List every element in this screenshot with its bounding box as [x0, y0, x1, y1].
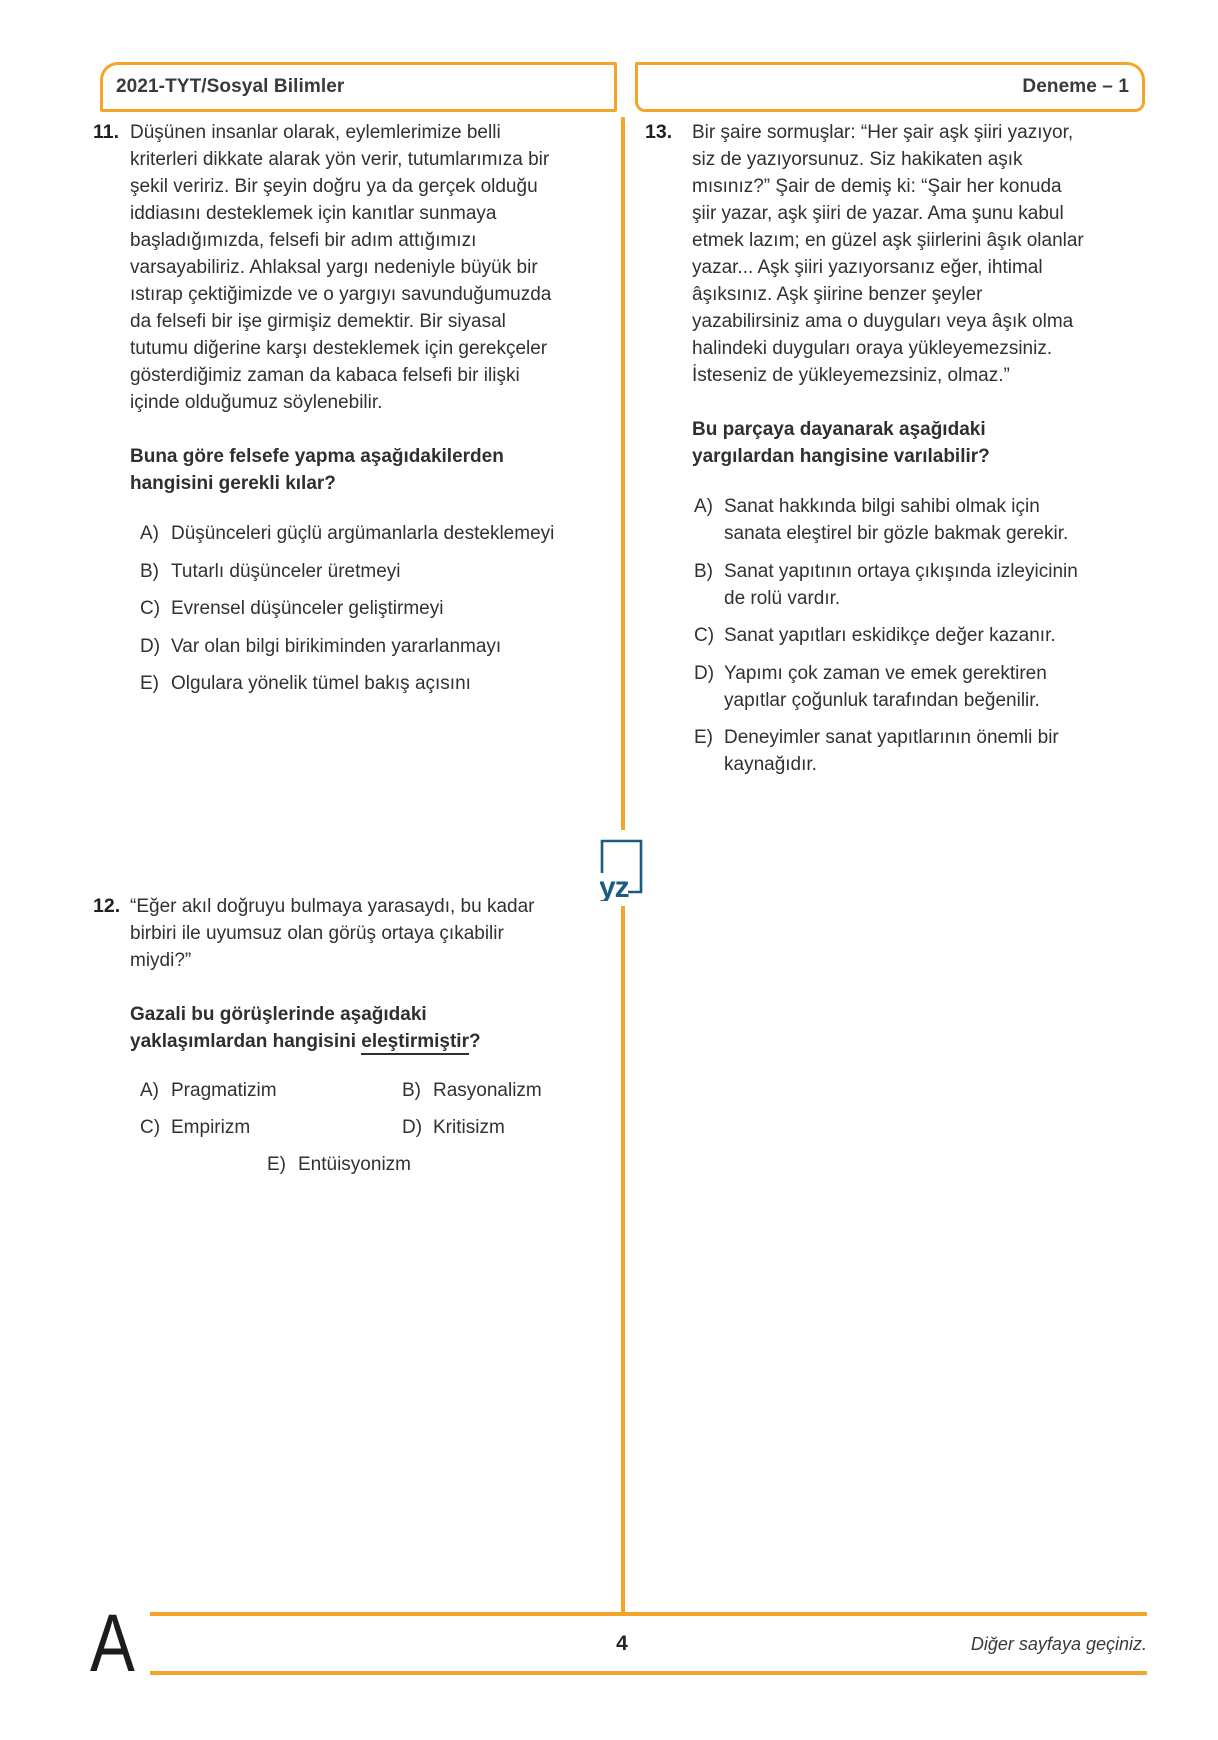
option-row	[694, 622, 1087, 649]
question-12-number: 12.	[93, 895, 121, 917]
option-grid-row	[140, 1114, 555, 1141]
question-13	[645, 119, 1087, 789]
option-grid-row	[140, 1151, 555, 1178]
option-row	[694, 724, 1087, 778]
stem-text: Gazali bu görüşlerinde aşağıdaki yaklaşımlardan hangisini	[130, 1004, 427, 1052]
question-11-options	[140, 520, 555, 697]
option-text: Pragmatizim	[171, 1080, 277, 1101]
option-row	[140, 1077, 402, 1104]
option-text: Empirizm	[171, 1117, 251, 1138]
next-page-note: Diğer sayfaya geçiniz.	[970, 1634, 1147, 1654]
option-letter: C)	[140, 1117, 161, 1138]
option-letter: A)	[140, 523, 159, 544]
page-number: 4	[616, 1632, 628, 1655]
question-13-stem: Bu parçaya dayanarak aşağıdaki yargılardan hangisine varılabilir?	[692, 419, 990, 467]
option-row	[694, 493, 1087, 547]
option-row	[402, 1114, 505, 1141]
option-letter: B)	[140, 560, 159, 582]
option-letter: D)	[140, 635, 161, 657]
option-letter: C)	[694, 625, 715, 646]
option-letter: E)	[267, 1154, 286, 1175]
footer-rule-bottom	[150, 1671, 1147, 1675]
option-text: Düşünceleri güçlü argümanlarla desteklemeyi	[171, 523, 555, 544]
booklet-letter: A	[90, 1598, 135, 1689]
option-letter: C)	[140, 598, 161, 619]
option-text: Entüisyonizm	[298, 1154, 411, 1175]
option-letter: A)	[694, 496, 713, 517]
option-text: Var olan bilgi birikiminden yararlanmayı	[171, 635, 502, 657]
header-subject-box	[100, 62, 617, 112]
header-subject-title: 2021-TYT/Sosyal Bilimler	[116, 76, 345, 97]
option-row	[694, 660, 1087, 714]
option-text: Olgulara yönelik tümel bakış açısını	[171, 673, 471, 694]
option-row	[140, 595, 555, 622]
question-11	[93, 119, 555, 708]
question-13-options	[694, 493, 1087, 778]
option-row	[140, 633, 555, 660]
option-text: Sanat yapıtları eskidikçe değer kazanır.	[724, 625, 1056, 646]
option-letter: A)	[140, 1080, 159, 1101]
option-text: Sanat hakkında bilgi sahibi olmak için sanata eleştirel bir gözle bakmak gerekir.	[724, 496, 1069, 544]
question-11-number: 11.	[93, 121, 120, 143]
option-letter: B)	[402, 1080, 421, 1101]
question-12	[93, 893, 555, 1188]
option-row	[402, 1077, 542, 1104]
option-text: Evrensel düşünceler geliştirmeyi	[171, 598, 444, 619]
question-12-passage: “Eğer akıl doğruyu bulmaya yarasaydı, bu kadar birbiri ile uyumsuz olan görüş ortaya çıkabilir miydi?”	[130, 896, 535, 971]
option-row	[140, 520, 555, 547]
option-row	[140, 670, 555, 697]
option-text: Sanat yapıtının ortaya çıkışında izleyicinin de rolü vardır.	[724, 560, 1078, 609]
yz-logo-icon	[600, 839, 646, 901]
option-text: Yapımı çok zaman ve emek gerektiren yapıtlar çoğunluk tarafından beğenilir.	[724, 662, 1047, 711]
question-11-passage: Düşünen insanlar olarak, eylemlerimize belli kriterleri dikkate alarak yön verir, tutumlarımıza bir şekil veririz. Bir şeyin doğru ya da gerçek olduğu iddiasını desteklemek için kanıtlar sunmaya başladığımızda, felsefi bir adım attığımızı varsayabiliriz. Ahlaksal yargı nedeniyle büyük bir ıstırap çektiğimizde ve o yargıyı savunduğumuzda da felsefi bir işe girmişiz demektir. Bir siyasal tutumu diğerine karşı desteklemek için gerekçeler gösterdiğimiz zaman da kabaca felsefi bir ilişki içinde olduğumuz söylenebilir.	[130, 122, 552, 413]
option-text: Tutarlı düşünceler üretmeyi	[171, 560, 401, 582]
yz-logo-text: yz	[600, 871, 629, 901]
question-12-options	[140, 1077, 555, 1178]
question-11-stem: Buna göre felsefe yapma aşağıdakilerden hangisini gerekli kılar?	[130, 446, 504, 494]
footer-rule-top	[150, 1612, 1147, 1616]
option-letter: D)	[694, 662, 715, 684]
column-divider-top	[621, 117, 625, 830]
option-row	[140, 1114, 402, 1141]
option-row	[694, 558, 1087, 612]
header-exam-box	[635, 62, 1145, 112]
header-exam-title: Deneme – 1	[1022, 76, 1129, 97]
option-row	[267, 1151, 411, 1178]
option-letter: B)	[694, 560, 713, 582]
option-text: Rasyonalizm	[433, 1080, 542, 1101]
option-letter: E)	[694, 727, 713, 748]
yz-logo	[600, 839, 646, 901]
option-row	[140, 558, 555, 585]
question-12-stem	[130, 1001, 555, 1055]
question-13-number: 13.	[645, 121, 673, 143]
option-grid-row	[140, 1077, 555, 1104]
option-letter: D)	[402, 1117, 423, 1138]
option-text: Kritisizm	[433, 1117, 505, 1138]
option-text: Deneyimler sanat yapıtlarının önemli bir kaynağıdır.	[724, 727, 1059, 775]
column-divider-bottom	[621, 906, 625, 1613]
stem-underlined-word: eleştirmiştir	[361, 1031, 469, 1055]
stem-text: ?	[469, 1031, 481, 1052]
option-letter: E)	[140, 673, 159, 694]
question-13-passage: Bir şaire sormuşlar: “Her şair aşk şiiri yazıyor, siz de yazıyorsunuz. Siz hakikaten aşık mısınız?” Şair de demiş ki: “Şair her konuda şiir yazar, aşk şiiri de yazar. Ama şunu kabul etmek lazım; en güzel aşk şiirlerini âşık olanlar yazar... Aşk şiiri yazıyorsanız eğer, ihtimal âşıksınız. Aşk şiirine benzer şeyler yazabilirsiniz ama o duyguları veya âşık olma halindeki duyguları oraya yükleyemezsiniz. İsteseniz de yükleyemezsiniz, olmaz.”	[692, 122, 1084, 386]
